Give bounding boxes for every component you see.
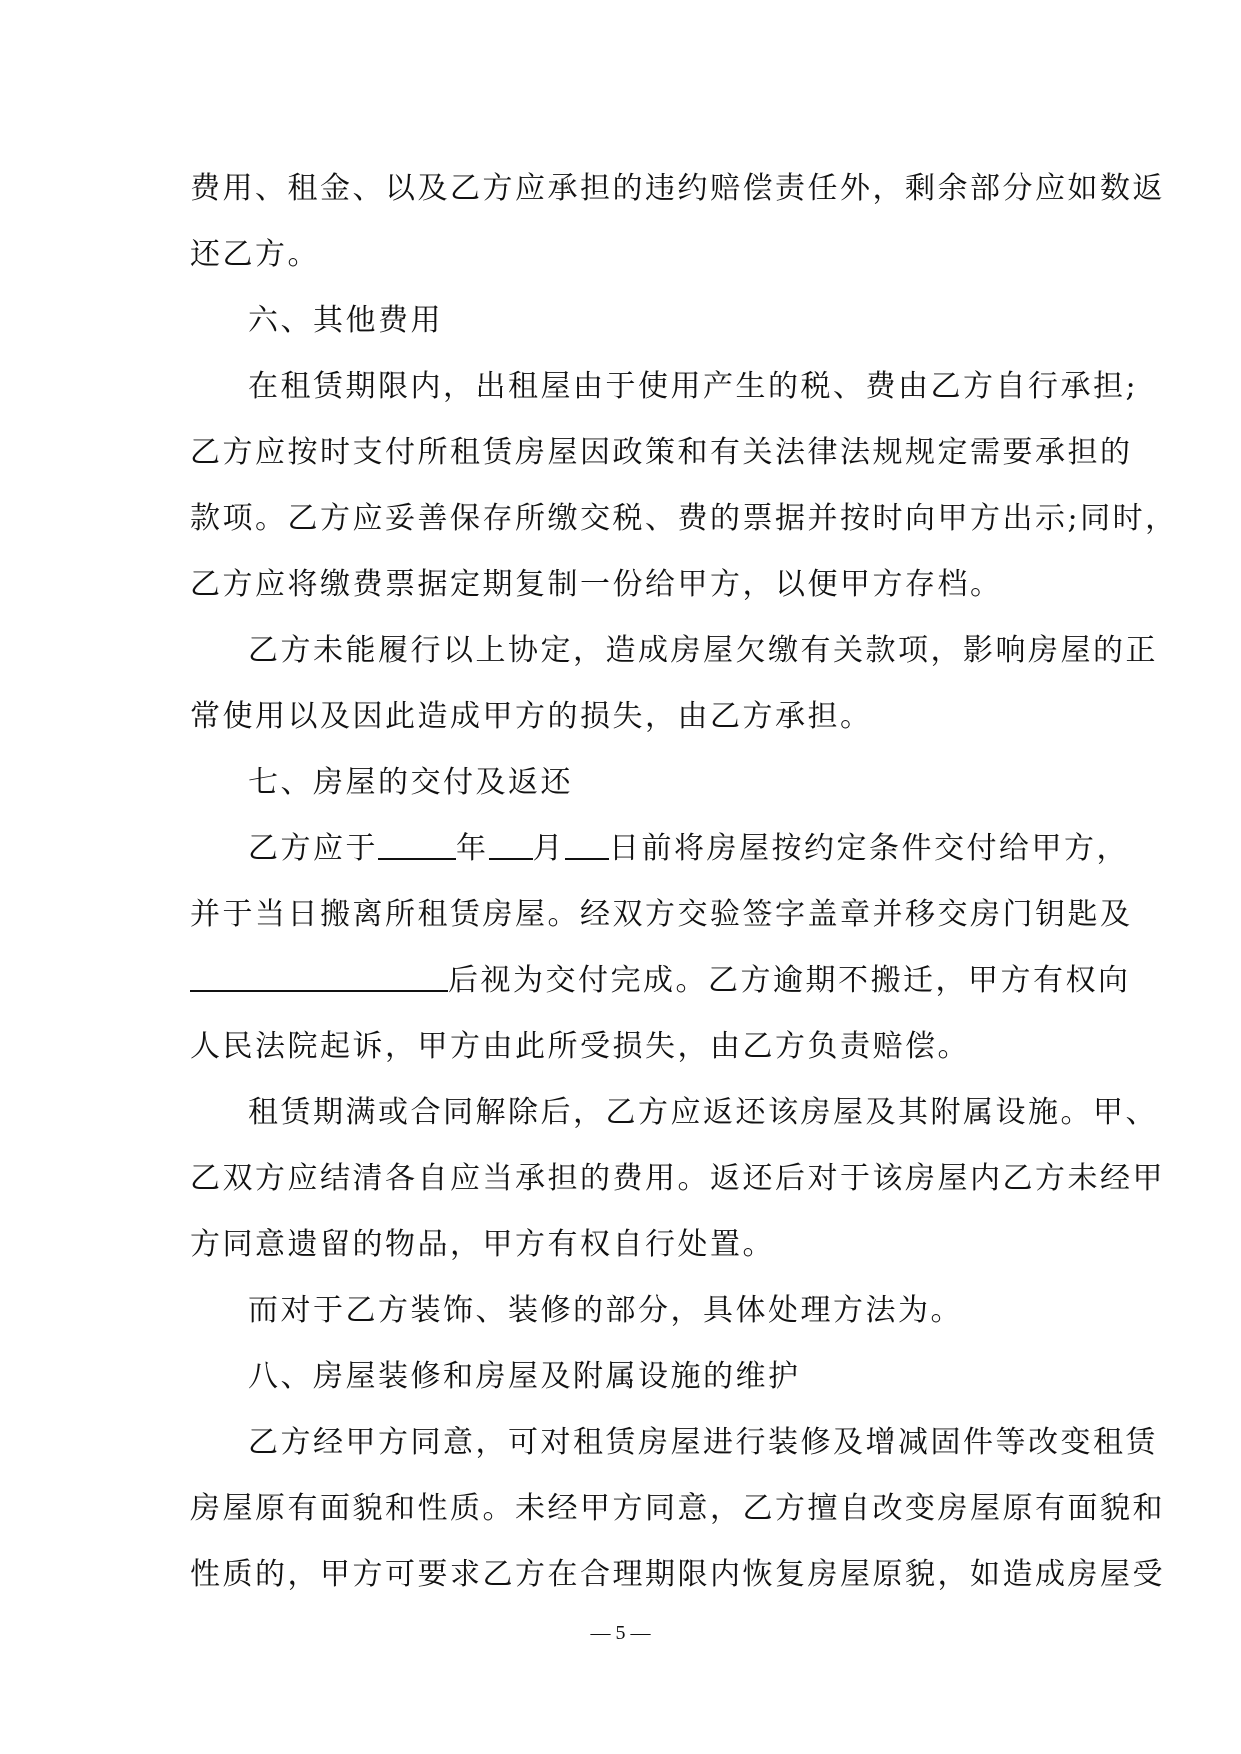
item-blank <box>190 960 448 992</box>
body-line: 人民法院起诉，甲方由此所受损失，由乙方负责赔偿。 <box>190 1029 970 1064</box>
page-number: — 5 — <box>590 1622 651 1644</box>
date-line-suffix: 日前将房屋按约定条件交付给甲方， <box>609 831 1129 866</box>
day-blank <box>565 828 609 860</box>
year-blank <box>378 828 456 860</box>
body-line: 在租赁期限内，出租屋由于使用产生的税、费由乙方自行承担; <box>248 369 1139 404</box>
section-heading-7: 七、房屋的交付及返还 <box>248 765 573 800</box>
body-line: 乙方经甲方同意，可对租赁房屋进行装修及增减固件等改变租赁 <box>248 1425 1158 1460</box>
body-line: 乙方未能履行以上协定，造成房屋欠缴有关款项，影响房屋的正 <box>248 633 1158 668</box>
body-line: 房屋原有面貌和性质。未经甲方同意，乙方擅自改变房屋原有面貌和 <box>190 1491 1165 1526</box>
body-line: 费用、租金、以及乙方应承担的违约赔偿责任外，剩余部分应如数返 <box>190 171 1165 206</box>
date-line-prefix: 乙方应于 <box>248 831 378 866</box>
body-line: 常使用以及因此造成甲方的损失，由乙方承担。 <box>190 699 873 734</box>
document-body <box>190 156 1178 1608</box>
body-line: 乙方应将缴费票据定期复制一份给甲方，以便甲方存档。 <box>190 567 1003 602</box>
body-line: 方同意遗留的物品，甲方有权自行处置。 <box>190 1227 775 1262</box>
blank-fill-line <box>190 948 1131 1014</box>
body-line: 租赁期满或合同解除后，乙方应返还该房屋及其附属设施。甲、 <box>248 1095 1158 1130</box>
blank-line-suffix: 后视为交付完成。乙方逾期不搬迁，甲方有权向 <box>448 963 1131 998</box>
year-label: 年 <box>456 831 489 866</box>
body-line: 乙双方应结清各自应当承担的费用。返还后对于该房屋内乙方未经甲 <box>190 1161 1165 1196</box>
body-line: 款项。乙方应妥善保存所缴交税、费的票据并按时向甲方出示;同时， <box>190 501 1178 536</box>
body-line: 还乙方。 <box>190 237 320 272</box>
month-label: 月 <box>532 831 565 866</box>
month-blank <box>489 828 533 860</box>
body-line: 性质的，甲方可要求乙方在合理期限内恢复房屋原貌，如造成房屋受 <box>190 1557 1165 1592</box>
section-heading-6: 六、其他费用 <box>248 303 443 338</box>
body-line: 乙方应按时支付所租赁房屋因政策和有关法律法规规定需要承担的 <box>190 435 1133 470</box>
body-line: 而对于乙方装饰、装修的部分，具体处理方法为。 <box>248 1293 963 1328</box>
date-fill-line <box>190 816 1129 882</box>
body-line: 并于当日搬离所租赁房屋。经双方交验签字盖章并移交房门钥匙及 <box>190 897 1133 932</box>
section-heading-8: 八、房屋装修和房屋及附属设施的维护 <box>248 1359 801 1394</box>
